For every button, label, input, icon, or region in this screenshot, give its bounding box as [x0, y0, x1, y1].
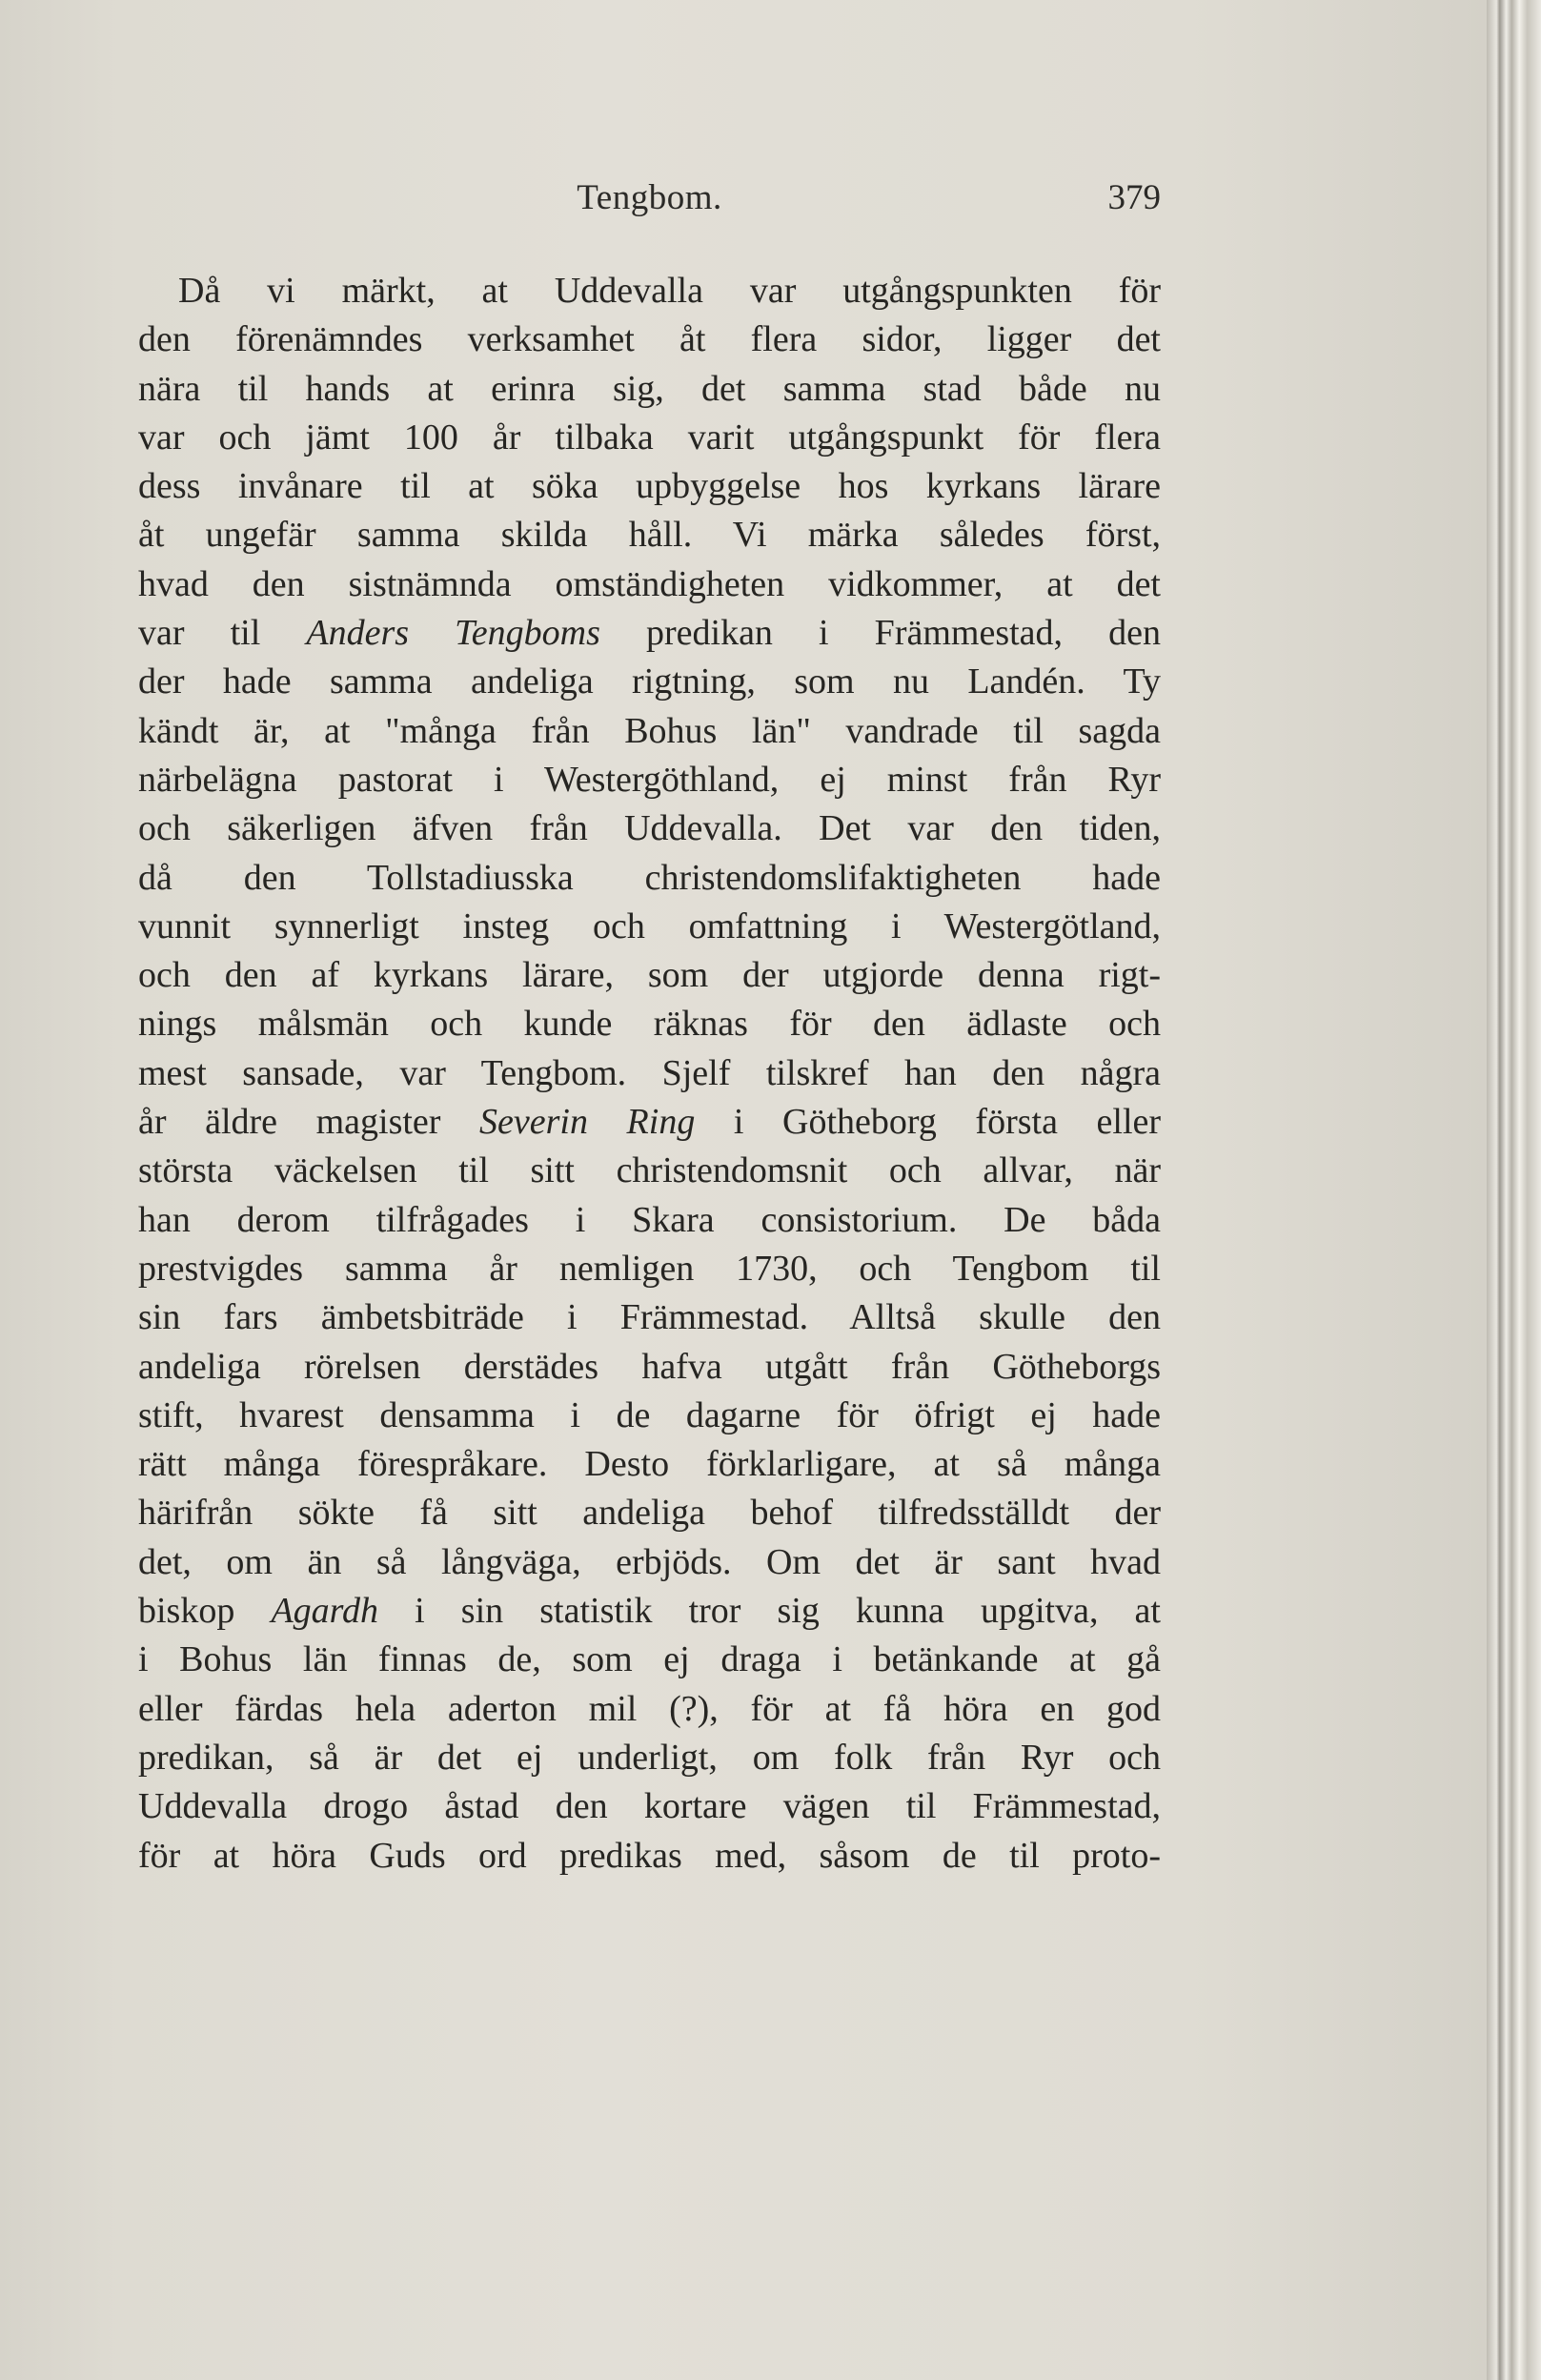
- italic-name: Anders Tengboms: [306, 613, 600, 654]
- text-line: dess invånare til at söka upbyggelse hos kyrkans lärare: [138, 466, 1161, 507]
- text-line: för at höra Guds ord predikas med, såsom de til proto-: [138, 1835, 1161, 1876]
- text-line: stift, hvarest densamma i de dagarne för öfrigt ej hade: [138, 1394, 1161, 1435]
- text-line: i Bohus län finnas de, som ej draga i betänkande at gå: [138, 1639, 1161, 1680]
- text-line: hvad den sistnämnda omständigheten vidkommer, at det: [138, 563, 1161, 604]
- text-line: då den Tollstadiusska christendomslifaktigheten hade: [138, 857, 1161, 898]
- text-line: nings målsmän och kunde räknas för den ädlaste och: [138, 1004, 1161, 1045]
- text-line: rätt många förespråkare. Desto förklarligare, at så många: [138, 1444, 1161, 1485]
- text-line: andeliga rörelsen derstädes hafva utgått från Götheborgs: [138, 1346, 1161, 1387]
- text-line: den förenämndes verksamhet åt flera sidor, ligger det: [138, 319, 1161, 360]
- running-head: [138, 177, 1161, 234]
- text-line: var til Anders Tengboms predikan i Främmestad, den: [138, 613, 1161, 654]
- text-line: prestvigdes samma år nemligen 1730, och Tengbom til: [138, 1248, 1161, 1289]
- text-line: var och jämt 100 år tilbaka varit utgångspunkt för flera: [138, 417, 1161, 458]
- book-gutter: [1487, 0, 1541, 2380]
- text-line: eller färdas hela aderton mil (?), för at få höra en god: [138, 1688, 1161, 1729]
- italic-name: Severin Ring: [479, 1102, 696, 1143]
- text-line: Då vi märkt, at Uddevalla var utgångspunkten för: [178, 271, 1161, 311]
- page-number: 379: [1107, 178, 1161, 217]
- text-line: största väckelsen til sitt christendomsnit och allvar, när: [138, 1150, 1161, 1191]
- text-line: predikan, så är det ej underligt, om folk från Ryr och: [138, 1737, 1161, 1778]
- text-line: biskop Agardh i sin statistik tror sig kunna upgitva, at: [138, 1591, 1161, 1632]
- text-line: och säkerligen äfven från Uddevalla. Det var den tiden,: [138, 808, 1161, 849]
- text-line: der hade samma andeliga rigtning, som nu Landén. Ty: [138, 661, 1161, 702]
- body-text: [138, 267, 1161, 1881]
- text-line: sin fars ämbetsbiträde i Främmestad. Alltså skulle den: [138, 1297, 1161, 1338]
- text-line: kändt är, at "många från Bohus län" vandrade til sagda: [138, 710, 1161, 751]
- text-line: härifrån sökte få sitt andeliga behof tilfredsställdt der: [138, 1493, 1161, 1534]
- italic-name: Agardh: [271, 1591, 379, 1632]
- text-line: åt ungefär samma skilda håll. Vi märka således först,: [138, 515, 1161, 556]
- text-line: närbelägna pastorat i Westergöthland, ej minst från Ryr: [138, 759, 1161, 800]
- text-line: Uddevalla drogo åstad den kortare vägen til Främmestad,: [138, 1786, 1161, 1827]
- text-line: år äldre magister Severin Ring i Götheborg första eller: [138, 1102, 1161, 1143]
- running-title: Tengbom.: [577, 178, 722, 217]
- text-line: vunnit synnerligt insteg och omfattning i Westergötland,: [138, 905, 1161, 946]
- text-line: nära til hands at erinra sig, det samma stad både nu: [138, 368, 1161, 409]
- text-line: mest sansade, var Tengbom. Sjelf tilskref han den några: [138, 1052, 1161, 1093]
- text-line: han derom tilfrågades i Skara consistorium. De båda: [138, 1199, 1161, 1240]
- text-line: det, om än så långväga, erbjöds. Om det är sant hvad: [138, 1541, 1161, 1582]
- text-line: och den af kyrkans lärare, som der utgjorde denna rigt-: [138, 955, 1161, 996]
